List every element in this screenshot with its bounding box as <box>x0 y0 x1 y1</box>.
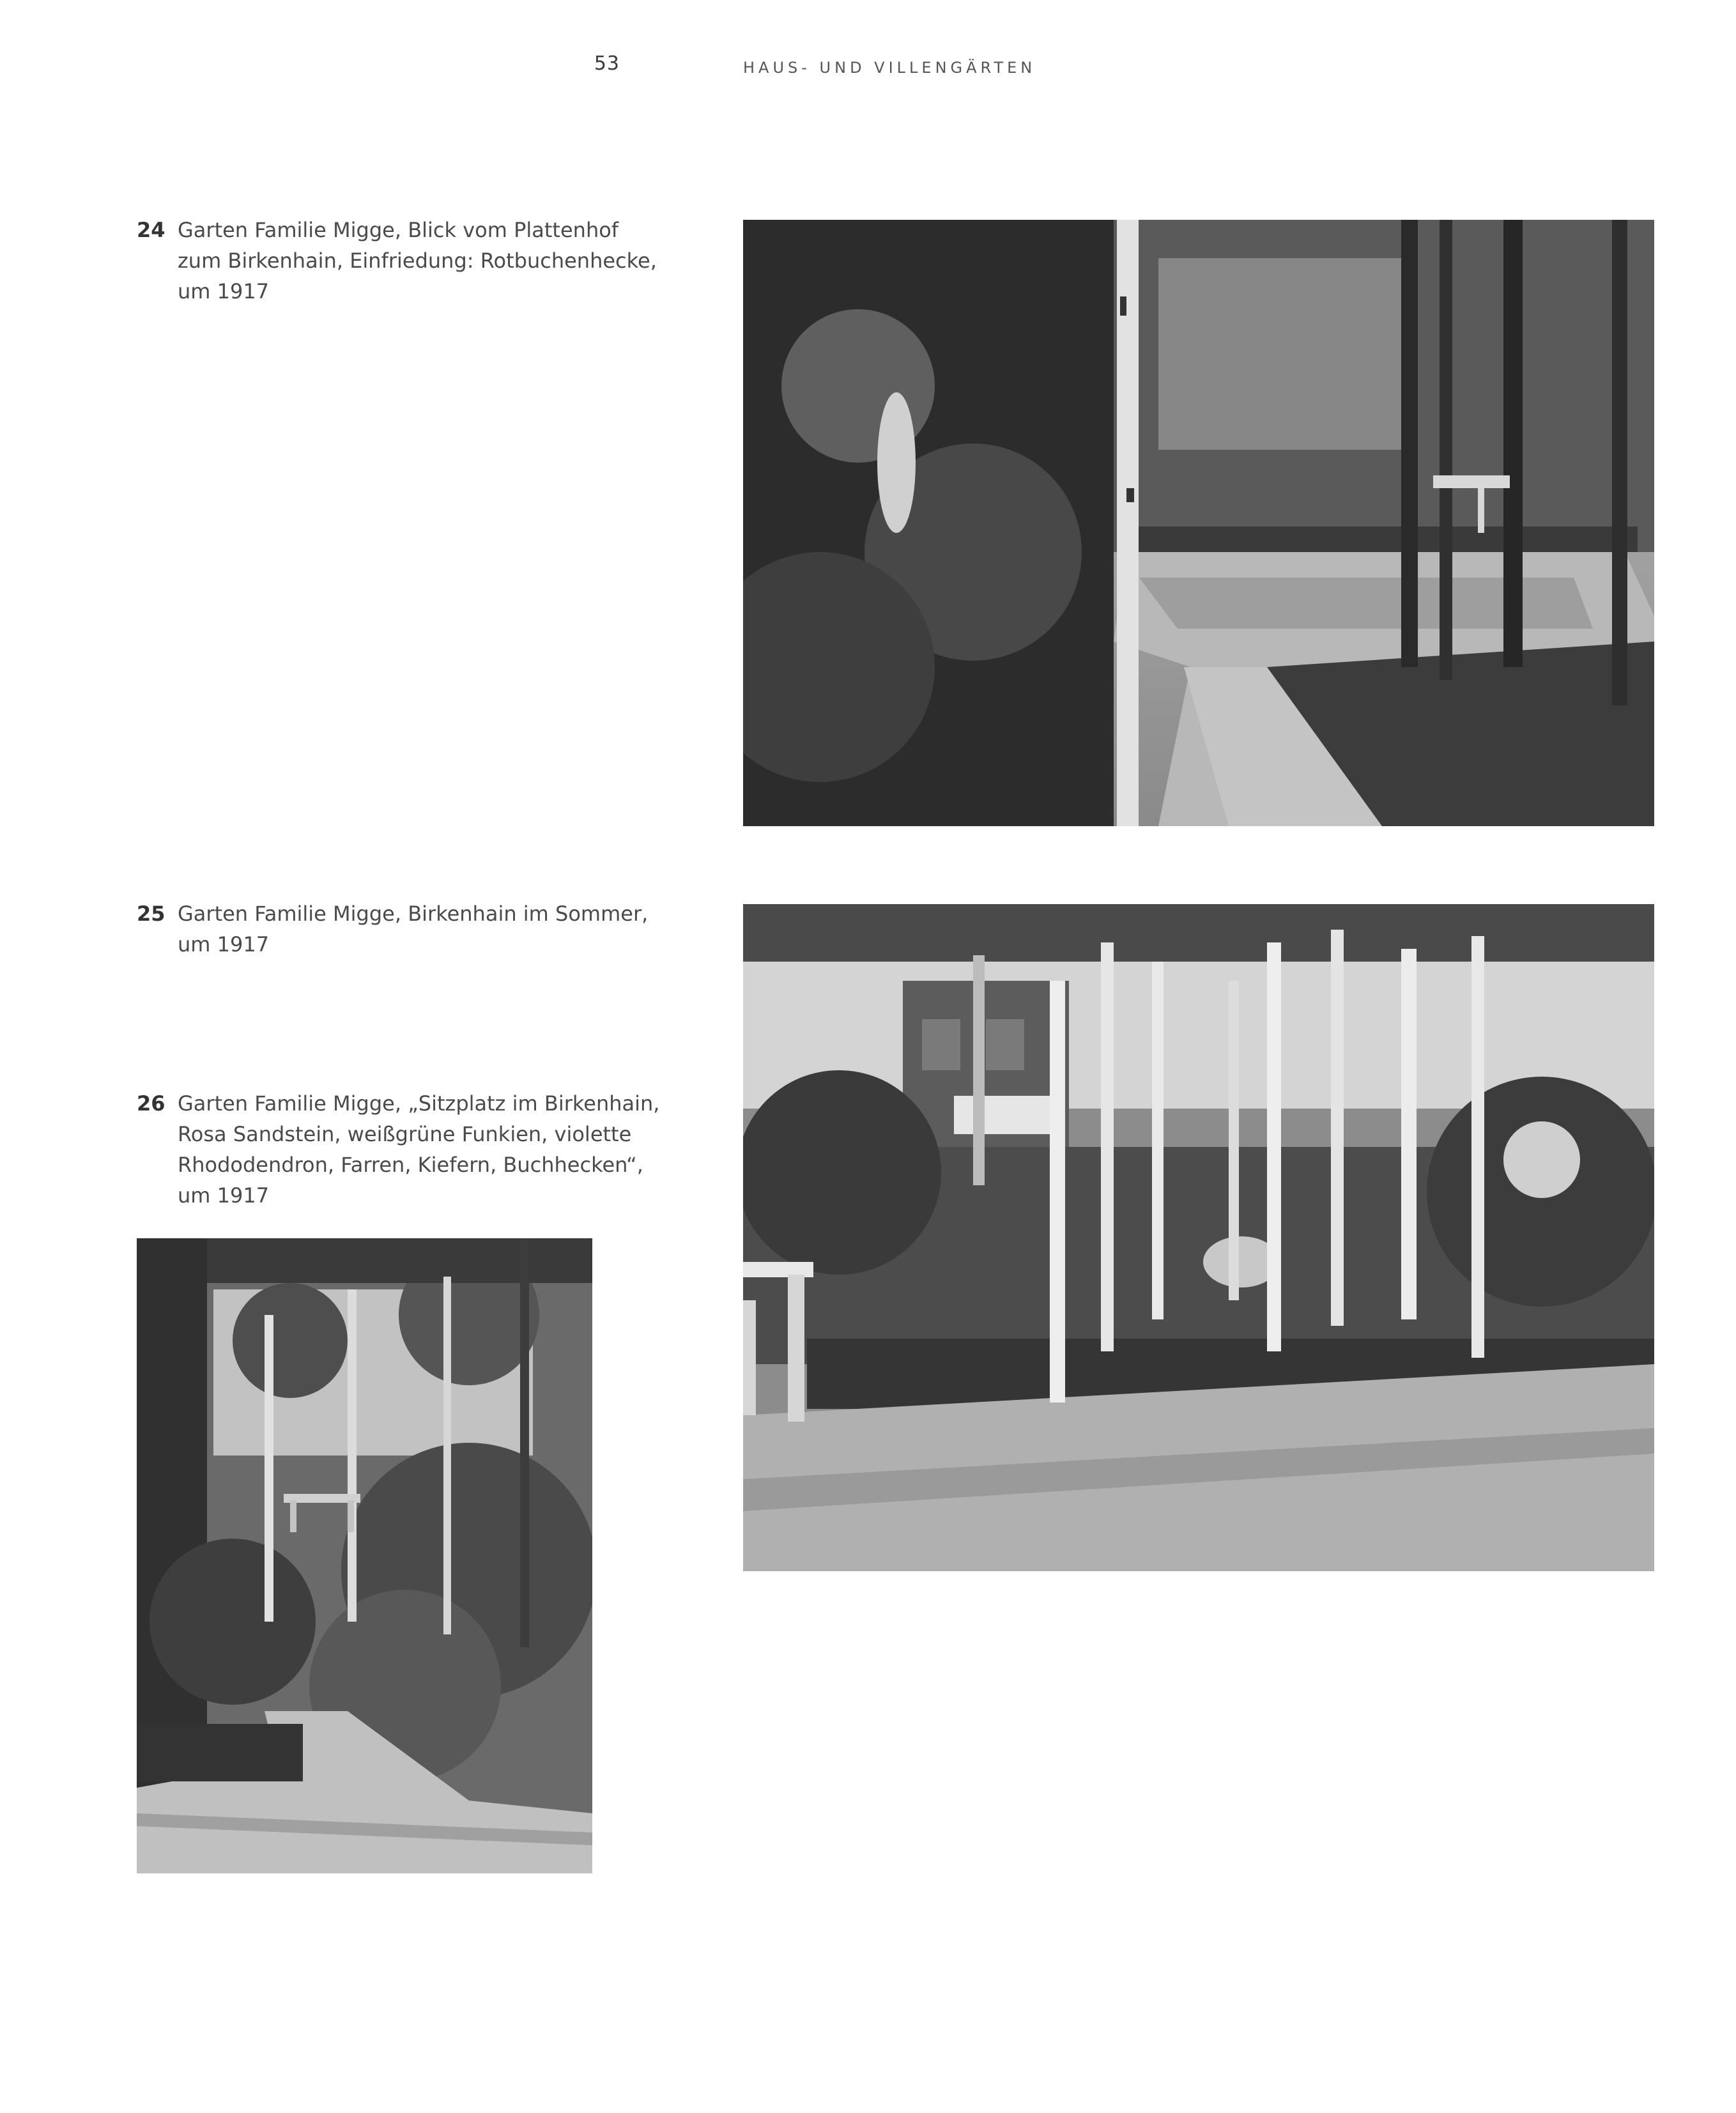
photo-25-birch-grove-summer <box>743 904 1654 1571</box>
caption-line: Rhododendron, Farren, Kiefern, Buchhecken“, <box>178 1153 643 1177</box>
photo-26-illustration <box>137 1238 592 1873</box>
caption-text <box>178 898 649 960</box>
caption-25 <box>137 898 649 960</box>
running-title: HAUS- UND VILLENGÄRTEN <box>743 59 1036 77</box>
caption-line: um 1917 <box>178 279 270 304</box>
caption-26 <box>137 1088 660 1211</box>
caption-line: um 1917 <box>178 932 270 957</box>
caption-line: um 1917 <box>178 1183 270 1208</box>
caption-line: zum Birkenhain, Einfriedung: Rotbuchenhecke, <box>178 249 657 273</box>
page-number: 53 <box>594 52 620 75</box>
caption-line: Garten Familie Migge, Blick vom Plattenhof <box>178 218 619 242</box>
caption-line: Rosa Sandstein, weißgrüne Funkien, violette <box>178 1122 632 1146</box>
caption-line: Garten Familie Migge, Birkenhain im Sommer, <box>178 902 649 926</box>
caption-24 <box>137 215 657 307</box>
figure-number: 25 <box>137 902 165 926</box>
photo-25-illustration <box>743 904 1654 1571</box>
figure-number: 24 <box>137 218 165 242</box>
photo-24-illustration <box>743 220 1654 826</box>
figure-number: 26 <box>137 1091 165 1116</box>
photo-26-seating-place <box>137 1238 592 1873</box>
caption-line: Garten Familie Migge, „Sitzplatz im Birkenhain, <box>178 1091 660 1116</box>
caption-text <box>178 215 657 307</box>
photo-24-birch-grove-view <box>743 220 1654 826</box>
caption-text <box>178 1088 660 1211</box>
